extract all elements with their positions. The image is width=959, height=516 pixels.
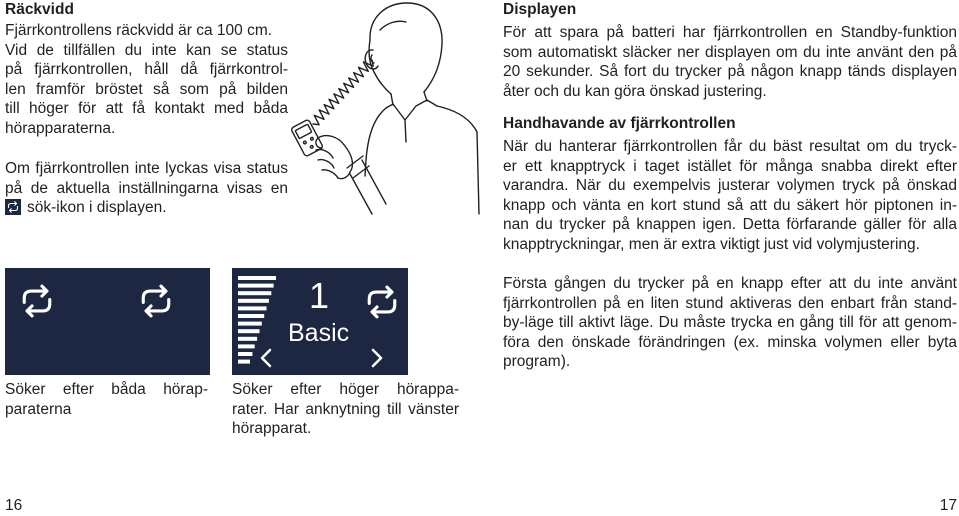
search-sync-icon xyxy=(5,199,21,215)
paragraph-line: len framför bröstet så som på bilden xyxy=(5,80,288,98)
neck-and-collar xyxy=(386,92,437,142)
paragraph-line: föra den önskade förändringen (ex. minska volymen eller byta xyxy=(503,333,957,351)
display-search-both xyxy=(5,268,210,375)
volume-bar xyxy=(238,329,260,333)
volume-bar xyxy=(238,344,255,348)
volume-bar xyxy=(238,299,269,303)
head-outline xyxy=(369,3,442,94)
paragraph-range xyxy=(5,21,288,139)
paragraph-first-press xyxy=(503,274,957,372)
signal-coil xyxy=(313,60,373,125)
paragraph-search-status xyxy=(5,159,288,218)
section-heading-handling: Handhavande av fjärrkontrollen xyxy=(503,115,736,132)
caption-line: Söker efter höger hörappa- xyxy=(232,381,459,398)
paragraph-line: som automatiskt släcker ner displayen om du inte använt den på xyxy=(503,43,957,61)
paragraph-line: nan du trycker på knappen igen. Detta förfarande gäller för alla xyxy=(503,216,957,234)
paragraph-line: Fjärrkontrollens räckvidd är ca 100 cm. xyxy=(5,22,273,39)
paragraph-line-text: sök-ikon i displayen. xyxy=(27,199,167,217)
paragraph-line: på fjärrkontrollen, håll då fjärrkontrol- xyxy=(5,61,288,79)
remote-control-illustration-icon xyxy=(285,0,500,222)
search-sync-icon xyxy=(20,284,54,318)
volume-bar xyxy=(238,314,264,318)
volume-bar xyxy=(238,360,250,364)
paragraph-line: hörapparaterna. xyxy=(5,119,116,137)
paragraph-line: Vid de tillfällen du inte kan se status xyxy=(5,41,288,59)
volume-bar xyxy=(238,306,267,310)
paragraph-line: varandra. När du exempelvis justerar volymen tryck på önskad xyxy=(503,177,957,195)
paragraph-line: program). xyxy=(503,353,571,371)
paragraph-line: er ett knapptryck i taget istället för många snabba direkt efter xyxy=(503,157,957,175)
caption-line: hörapparat. xyxy=(232,420,312,438)
paragraph-line: åter och du kan göra önskad justering. xyxy=(503,82,767,100)
section-heading-range: Räckvidd xyxy=(5,1,74,18)
program-name: Basic xyxy=(288,319,350,347)
program-number: 1 xyxy=(309,275,330,316)
search-sync-icon xyxy=(365,285,399,319)
paragraph-line: knapptryckningar, men är extra viktigt just vid volymjustering. xyxy=(503,235,920,253)
paragraph-line: på de aktuella inställningarna visas en xyxy=(5,179,288,197)
paragraph-line: När du hanterar fjärrkontrollen får du bäst resultat om du tryck- xyxy=(503,138,957,155)
paragraph-line: För att spara på batteri har fjärrkontrollen en Standby-funktion xyxy=(503,24,957,41)
paragraph-line: Första gången du trycker på en knapp efter att du inte använt xyxy=(503,275,957,292)
page-number-right: 17 xyxy=(939,497,957,514)
paragraph-line xyxy=(5,198,288,218)
volume-bar xyxy=(238,322,262,326)
volume-bars-icon xyxy=(238,276,278,368)
caption-search-right xyxy=(232,380,459,439)
caption-line: Söker efter båda hörap- xyxy=(5,381,208,398)
caption-line: paraterna xyxy=(5,400,72,418)
volume-bar xyxy=(238,291,271,295)
caption-search-both xyxy=(5,380,208,419)
paragraph-line: by-läge till aktivt läge. Du måste trycka en gång till för att genom- xyxy=(503,314,957,332)
paragraph-line: till höger för att få kontakt med båda xyxy=(5,100,288,118)
paragraph-standby xyxy=(503,23,957,101)
chevron-right-icon xyxy=(371,348,383,368)
caption-line: rater. Har anknytning till vänster xyxy=(232,400,459,418)
paragraph-handling xyxy=(503,137,957,255)
chevron-left-icon xyxy=(260,348,272,368)
section-heading-display: Displayen xyxy=(503,1,577,18)
search-sync-icon xyxy=(139,284,173,318)
paragraph-line: 20 sekunder. Så fort du trycker på någon knapp tänds displayen xyxy=(503,63,957,81)
volume-bar xyxy=(238,337,257,341)
volume-bar xyxy=(238,352,252,356)
hand-outline xyxy=(316,136,353,179)
display-search-right xyxy=(232,268,408,375)
paragraph-line: Om fjärrkontrollen inte lyckas visa status xyxy=(5,160,288,177)
volume-bar xyxy=(238,276,276,280)
volume-bar xyxy=(238,284,274,288)
page-number-left: 16 xyxy=(5,497,23,514)
paragraph-line: fjärrkontrollen på en liten stund aktiveras den enbart från stand- xyxy=(503,294,957,312)
paragraph-line: knapp och vänta en kort stund så att du säkert hör piptonen in- xyxy=(503,196,957,214)
